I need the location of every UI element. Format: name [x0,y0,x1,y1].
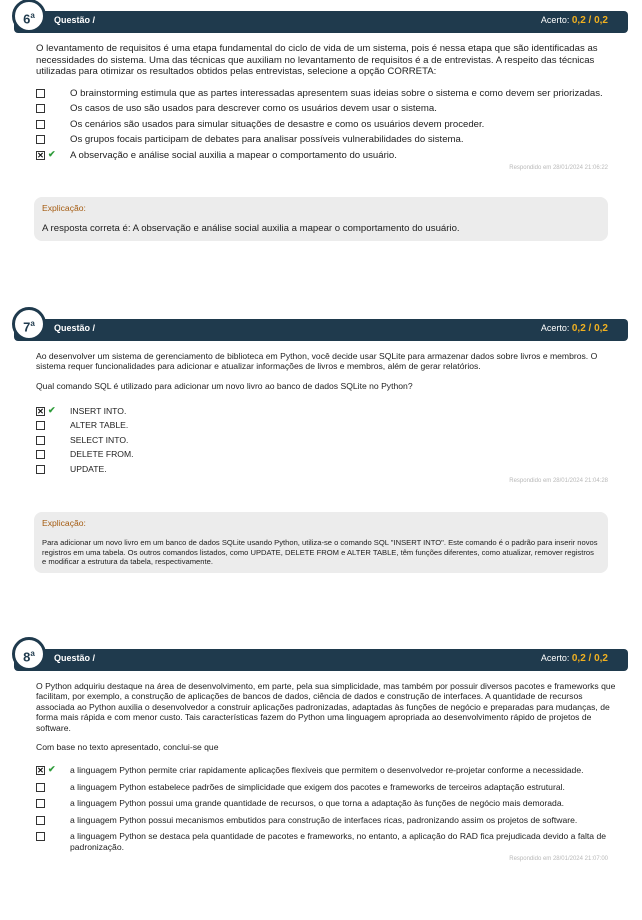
option[interactable] [36,435,618,446]
option[interactable] [36,464,618,475]
question-title: Questão / [54,653,96,663]
explanation-box [34,197,608,241]
question-stem: Ao desenvolver um sistema de gerenciamento de biblioteca em Python, você decide usar SQLite para armazenar dados sobre livros e membros. O sistema requer funcionalidades para adicionar e atualizar informações de livros e membros, além de gerar relatórios. [36,351,598,372]
question-number-badge: 7$^a$ [12,307,46,341]
option[interactable] [36,831,618,852]
question-7 [0,319,642,573]
option-text: a linguagem Python se destaca pela quantidade de pacotes e frameworks, no entanto, a aplicação do RAD fica prejudicada devido a falta de padronização. [70,831,607,852]
explanation-title: Explicação: [42,203,86,213]
checkbox[interactable] [36,816,45,825]
question-score: Acerto: 0,2 / 0,2 [540,653,608,664]
option[interactable] [36,134,618,146]
question-number-badge: 8$^a$ [12,637,46,671]
option-text: UPDATE. [70,463,107,474]
checkbox[interactable] [36,421,45,430]
question-title: Questão / [54,323,96,333]
question-score: Acerto: 0,2 / 0,2 [540,323,608,334]
answered-timestamp: Respondido em 28/01/2024 21:06:22 [509,165,608,171]
option[interactable] [36,449,618,460]
answered-timestamp: Respondido em 28/01/2024 21:07:00 [509,856,608,863]
question-stem: O levantamento de requisitos é uma etapa fundamental do ciclo de vida de um sistema, pois é nessa etapa que são identificadas as necessidades do sistema. Uma das técnicas que auxiliam no levantamento de requisitos é a de entrevistas. A respeito das técnicas utilizadas para otimizar os resultados obtidos pelas entrevistas, selecione a opção CORRETA: [36,43,598,77]
question-number-badge: 6$^a$ [12,0,46,33]
question-score: Acerto: 0,2 / 0,2 [540,15,608,26]
option[interactable] [36,798,618,809]
option-text: DELETE FROM. [70,449,134,460]
option[interactable] [36,88,618,100]
checkbox-checked[interactable]: ✕ [37,406,44,416]
option-text: A observação e análise social auxilia a mapear o comportamento do usuário. [70,149,397,161]
explanation-title: Explicação: [42,518,86,529]
option[interactable] [36,103,618,115]
checkbox[interactable] [36,89,45,98]
checkbox[interactable] [36,832,45,841]
explanation-box [34,512,608,572]
answered-timestamp: Respondido em 28/01/2024 21:04:28 [509,478,608,485]
checkbox[interactable] [36,120,45,129]
option-text: O brainstorming estimula que as partes interessadas apresentem suas ideias sobre o sistema e como devem ser priorizadas. [70,87,603,99]
checkbox-checked[interactable]: ✕ [37,766,44,776]
option-text: ALTER TABLE. [70,420,129,431]
question-prompt: Com base no texto apresentado, conclui-se que [36,742,219,753]
option[interactable] [36,815,618,826]
checkbox[interactable] [36,135,45,144]
option-text: Os casos de uso são usados para descrever como os usuários devem usar o sistema. [70,103,437,114]
check-icon: ✔ [48,404,56,415]
question-prompt: Qual comando SQL é utilizado para adicionar um novo livro ao banco de dados SQLite no Python? [36,380,413,391]
option-text: Os cenários são usados para simular situações de desastre e como os usuários devem proceder. [70,118,485,130]
question-8 [0,649,642,862]
check-icon: ✔ [48,148,56,159]
question-header [14,319,628,341]
option[interactable] [36,782,618,793]
explanation-text: Para adicionar um novo livro em um banco de dados SQLite usando Python, utiliza-se o comando SQL "INSERT INTO". Este comando é o padrão para inserir novos registros em uma tabela. Os outros comandos listados, como UPDATE, DELETE FROM e ALTER TABLE, têm funções diferentes, como atualizar, remover registros e modificar a estrutura da tabela, respectivamente. [42,538,598,567]
options-list [36,765,618,852]
checkbox[interactable] [36,799,45,808]
option-text: a linguagem Python permite criar rapidamente aplicações flexíveis que permitem o desenvolvedor re-projetar conforme a necessidade. [70,765,584,776]
checkbox[interactable] [36,450,45,459]
option-text: SELECT INTO. [70,434,129,445]
explanation-text: A resposta correta é: A observação e análise social auxilia a mapear o comportamento do usuário. [42,223,460,234]
checkbox[interactable] [36,465,45,474]
option[interactable] [36,119,618,131]
option-text: Os grupos focais participam de debates para analisar possíveis vulnerabilidades do sistema. [70,134,464,145]
question-header [14,11,628,33]
checkbox[interactable] [36,783,45,792]
checkbox-checked[interactable]: ✕ [37,150,44,160]
check-icon: ✔ [48,764,56,775]
question-stem: O Python adquiriu destaque na área de desenvolvimento, em parte, pela sua simplicidade, mas também por possuir diversos pacotes e frameworks que facilitam, por exemplo, a construção de aplicações de bancos de dados, ciência de dados e construção de interfaces. A quantidade de recursos associada ao Python auxilia o desenvolvedor a construir aplicações padronizadas, adaptadas às funções de negócio e preparadas para mudanças, de forma mais rápida e com menor custo. Tais características fazem do Python uma linguagem apropriada ao desenvolvimento rápido de projetos de software. [36,681,616,733]
option-correct[interactable] [36,150,618,162]
option-correct[interactable] [36,406,618,417]
question-header [14,649,628,671]
options-list [36,88,618,162]
checkbox[interactable] [36,104,45,113]
option-text: a linguagem Python estabelece padrões de simplicidade que exigem dos pacotes e frameworks de terceiros adaptação estrutural. [70,781,565,792]
option[interactable] [36,420,618,431]
option-text: a linguagem Python possui uma grande quantidade de recursos, o que torna a adaptação às funções de negócio mais demorada. [70,798,564,809]
checkbox[interactable] [36,436,45,445]
options-list [36,406,618,475]
question-title: Questão / [54,15,96,25]
option-text: INSERT INTO. [70,405,127,416]
question-6 [0,11,642,241]
option-correct[interactable] [36,765,618,776]
option-text: a linguagem Python possui mecanismos embutidos para construção de interfaces ricas, padronizando assim os projetos de software. [70,814,578,825]
